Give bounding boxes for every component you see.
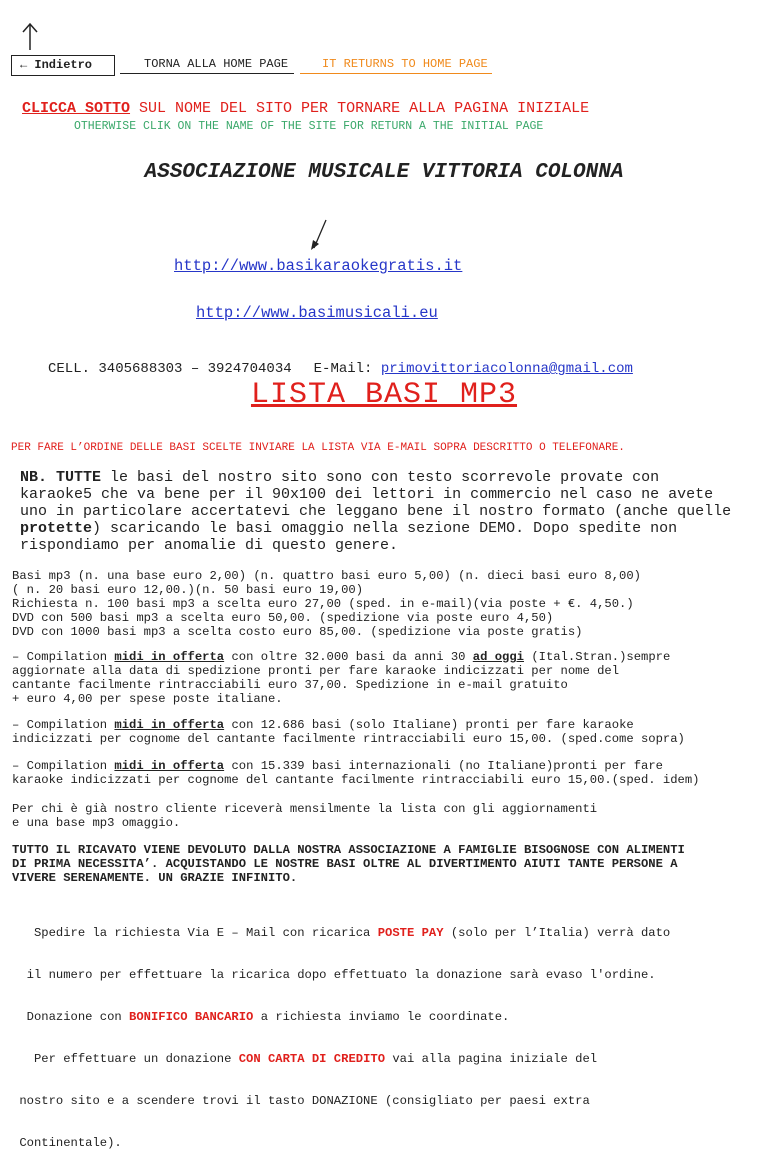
customer-note <box>12 802 597 830</box>
click-instruction-en: OTHERWISE CLIK ON THE NAME OF THE SITE FOR RETURN A THE INITIAL PAGE <box>74 120 544 133</box>
offer-line: – Compilation midi in offerta con 15.339 basi internazionali (no Italiane)pronti per fare <box>12 759 663 773</box>
charity-line: VIVERE SERENAMENTE. UN GRAZIE INFINITO. <box>12 871 298 885</box>
offer-mark: midi in offerta <box>114 650 225 664</box>
click-mark: CLICCA SOTTO <box>22 100 131 117</box>
email-link[interactable]: primovittoriacolonna@gmail.com <box>380 361 633 377</box>
offer-line: + euro 4,00 per spese poste italiane. <box>12 692 283 706</box>
contact-line <box>48 361 633 377</box>
offer-compilation-12686 <box>12 718 685 746</box>
list-title-text: LISTA BASI MP3 <box>250 378 518 412</box>
home-links <box>120 57 492 71</box>
pointer-arrow-icon <box>308 218 330 252</box>
price-line: Richiesta n. 100 basi mp3 a scelta euro 27,00 (sped. in e-mail)(via poste + €. 4,50.) <box>12 597 634 611</box>
order-note: PER FARE L’ORDINE DELLE BASI SCELTE INVIARE LA LISTA VIA E-MAIL SOPRA DESCRITTO O TELEFONARE. <box>11 442 625 454</box>
donation-line: il numero per effettuare la ricarica dopo effettuato la donazione sarà evaso l'ordine. <box>12 968 656 982</box>
customer-line: Per chi è già nostro cliente riceverà mensilmente la lista con gli aggiornamenti <box>12 802 598 816</box>
nb-prefix: NB. TUTTE <box>20 469 102 486</box>
up-arrow-icon <box>20 22 40 52</box>
home-link-it[interactable]: TORNA ALLA HOME PAGE <box>120 57 294 74</box>
nb-text2: ) scaricando le basi omaggio nella sezione DEMO. Dopo spedite non rispondiamo per anomalie di questo genere. <box>20 520 678 554</box>
offer-compilation-32000 <box>12 650 670 706</box>
nb-paragraph <box>20 469 740 554</box>
offer-line: – Compilation midi in offerta con oltre 32.000 basi da anni 30 ad oggi (Ital.Stran.)sempre <box>12 650 671 664</box>
price-line: Basi mp3 (n. una base euro 2,00) (n. quattro basi euro 5,00) (n. dieci basi euro 8,00) <box>12 569 641 583</box>
charity-line: TUTTO IL RICAVATO VIENE DEVOLUTO DALLA NOSTRA ASSOCIAZIONE A FAMIGLIE BISOGNOSE CON ALIMENTI <box>12 843 685 857</box>
email-label: E-Mail: <box>313 361 381 377</box>
customer-line: e una base mp3 omaggio. <box>12 816 181 830</box>
bonifico-bancario: BONIFICO BANCARIO <box>129 1010 254 1024</box>
offer-compilation-15339 <box>12 759 700 787</box>
offer-mark-2: ad oggi <box>472 650 524 664</box>
carta-di-credito: CON CARTA DI CREDITO <box>238 1052 386 1066</box>
price-line: DVD con 500 basi mp3 a scelta euro 50,00. (spedizione via poste euro 4,50) <box>12 611 554 625</box>
donation-line: Donazione con BONIFICO BANCARIO a richiesta inviamo le coordinate. <box>12 1010 510 1024</box>
charity-line: DI PRIMA NECESSITA’. ACQUISTANDO LE NOSTRE BASI OLTRE AL DIVERTIMENTO AIUTI TANTE PERSONE A <box>12 857 678 871</box>
charity-note <box>12 843 685 885</box>
offer-line: karaoke indicizzati per cognome del cantante facilmente rintracciabili euro 15,00.(sped. idem) <box>12 773 700 787</box>
nb-protected: protette <box>20 520 93 537</box>
offer-line: cantante facilmente rintracciabili euro 37,00. Spedizione in e-mail gratuito <box>12 678 568 692</box>
offer-mark: midi in offerta <box>114 718 225 732</box>
site-link-basimusicali[interactable]: http://www.basimusicali.eu <box>196 304 438 322</box>
price-line: ( n. 20 basi euro 12,00.)(n. 50 basi euro 19,00) <box>12 583 364 597</box>
cell-numbers: CELL. 3405688303 – 3924704034 <box>48 361 292 377</box>
list-title <box>0 378 768 412</box>
page-title: ASSOCIAZIONE MUSICALE VITTORIA COLONNA <box>144 161 624 184</box>
click-instruction <box>22 100 589 117</box>
donation-line: Continentale). <box>12 1136 122 1150</box>
price-list <box>12 569 641 639</box>
offer-line: – Compilation midi in offerta con 12.686 basi (solo Italiane) pronti per fare karaoke <box>12 718 634 732</box>
poste-pay: POSTE PAY <box>377 926 444 940</box>
offer-mark: midi in offerta <box>114 759 225 773</box>
donation-line: Spedire la richiesta Via E – Mail con ricarica POSTE PAY (solo per l’Italia) verrà dato <box>12 926 671 940</box>
price-line: DVD con 1000 basi mp3 a scelta costo euro 85,00. (spedizione via poste gratis) <box>12 625 583 639</box>
donation-line: nostro sito e a scendere trovi il tasto DONAZIONE (consigliato per paesi extra <box>12 1094 590 1108</box>
donation-info <box>12 898 670 1164</box>
nb-text1: le basi del nostro sito sono con testo scorrevole provate con karaoke5 che va bene per il 90x100 dei lettori in commercio nel caso ne avete uno in particolare accertatevi che leggano bene il nostro formato (anche quelle <box>20 469 732 520</box>
back-button[interactable]: ← Indietro <box>11 55 115 76</box>
offer-line: indicizzati per cognome del cantante facilmente rintracciabili euro 15,00. (sped.come sopra) <box>12 732 685 746</box>
click-rest: SUL NOME DEL SITO PER TORNARE ALLA PAGINA INIZIALE <box>130 100 590 117</box>
home-link-en[interactable]: IT RETURNS TO HOME PAGE <box>300 57 492 74</box>
site-link-basikaraokegratis[interactable]: http://www.basikaraokegratis.it <box>174 257 463 275</box>
offer-line: aggiornate alla data di spedizione pronti per fare karaoke indicizzati per nome del <box>12 664 620 678</box>
donation-line: Per effettuare un donazione CON CARTA DI CREDITO vai alla pagina iniziale del <box>12 1052 598 1066</box>
